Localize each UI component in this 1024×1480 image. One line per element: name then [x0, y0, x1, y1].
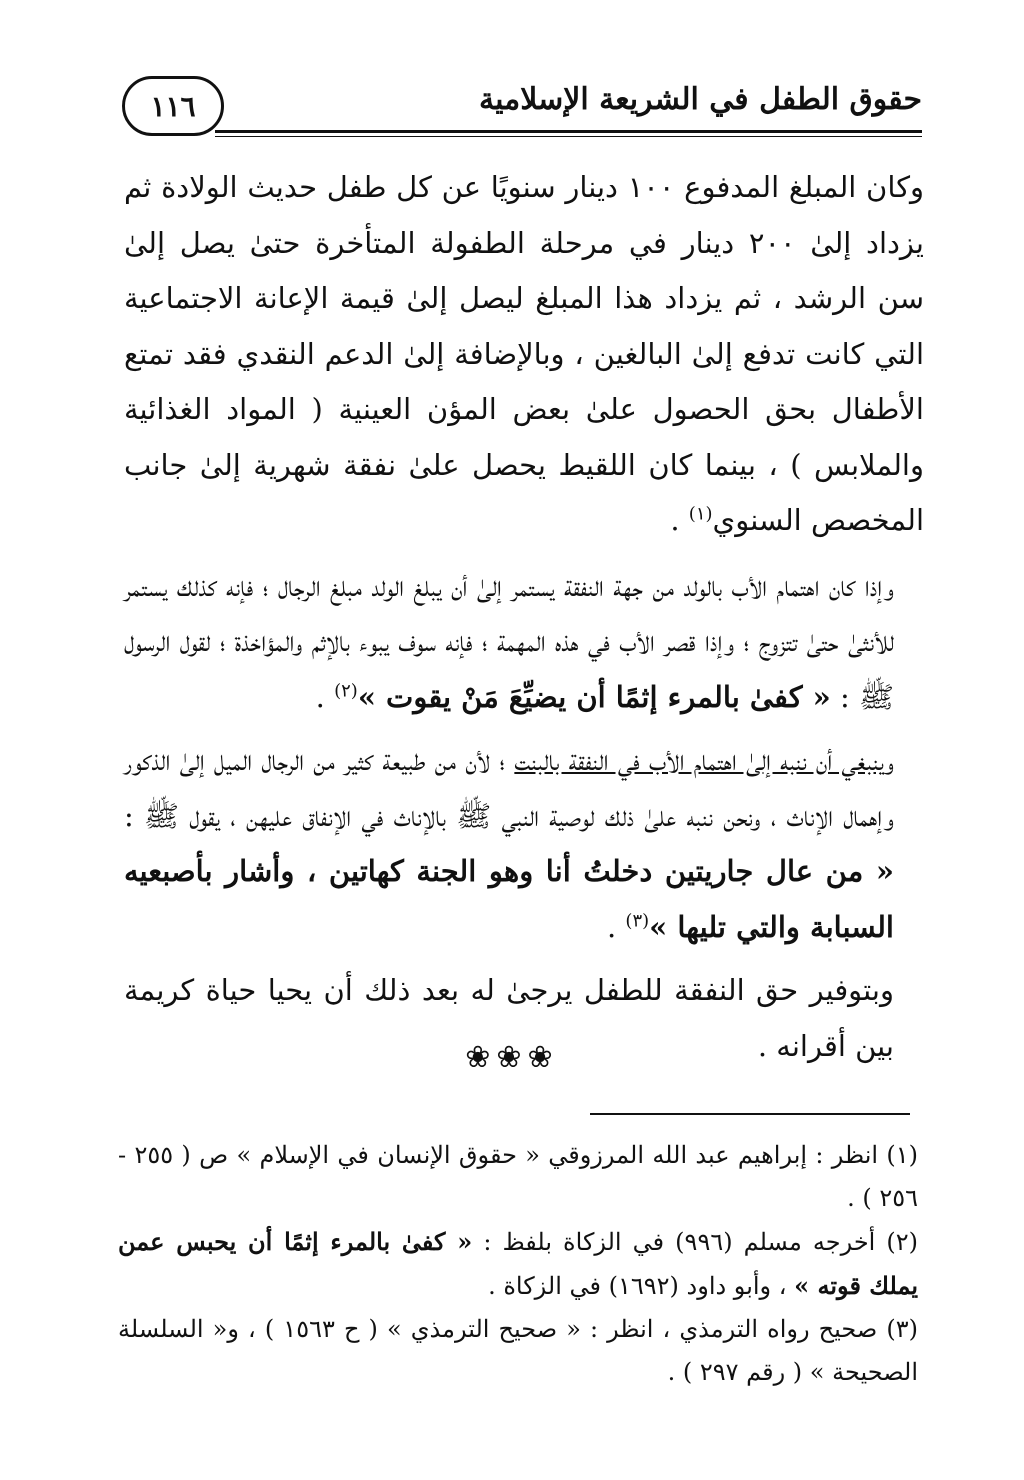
paragraph-2-text: وإذا كان اهتمام الأب بالولد من جهة النفقة يستمر إلىٰ أن يبلغ الولد مبلغ الرجال ؛ فإنه كذلك يستمر للأنثىٰ حتىٰ تتزوج ؛ وإذا قصر الأب في هذه المهمة ؛ فإنه سوف يبوء بالإثم والمؤاخذة ؛ لقول الرسول ﷺ :: [124, 568, 894, 714]
paragraph-1-end: .: [670, 503, 689, 537]
paragraph-3-text: ؛ لأن من طبيعة كثير من الرجال الميل إلىٰ الذكور وإهمال الإناث ، ونحن ننبه علىٰ ذلك لوصية النبي ﷺ بالإناث في الإنفاق عليهن ، يقول ﷺ :: [124, 743, 894, 833]
footnote-rule: [590, 1113, 910, 1115]
paragraph-3-end: .: [606, 909, 626, 944]
paragraph-3: [124, 733, 924, 955]
paragraph-1-text: وكان المبلغ المدفوع ١٠٠ دينار سنويًا عن كل طفل حديث الولادة ثم يزداد إلىٰ ٢٠٠ دينار في مرحلة الطفولة المتأخرة حتىٰ يصل إلىٰ سن الرشد ، ثم يزداد هذا المبلغ ليصل إلىٰ قيمة الإعانة الاجتماعية التي كانت تدفع إلىٰ البالغين ، وبالإضافة إلىٰ الدعم النقدي فقد تمتع الأطفال بحق الحصول علىٰ بعض المؤن العينية ( المواد الغذائية والملابس ) ، بينما كان اللقيط يحصل علىٰ نفقة شهرية إلىٰ جانب المخصص السنوي: [124, 170, 925, 537]
footnote-3: (٣) صحيح رواه الترمذي ، انظر : « صحيح الترمذي » ( ح ١٥٦٣ ) ، و« السلسلة الصحيحة » ( رقم ٢٩٧ ) .: [118, 1315, 918, 1386]
footnote-ref-1: (١): [688, 503, 713, 525]
footnotes: [118, 1134, 918, 1394]
page-number-badge: [122, 76, 224, 136]
footnote-2: [118, 1220, 918, 1308]
hadith-quote-1: « كفىٰ بالمرء إثمًا أن يضيِّعَ مَنْ يقوت »: [357, 679, 831, 714]
page-header: [100, 68, 932, 138]
section-ornament: ❀❀❀: [465, 1040, 559, 1075]
paragraph-2: [124, 559, 924, 726]
header-rule-thin: [215, 136, 922, 137]
paragraph-2-end: .: [315, 679, 335, 714]
footnote-2-end: ، وأبو داود (١٦٩٢) في الزكاة .: [488, 1272, 795, 1300]
paragraph-4: وبتوفير حق النفقة للطفل يرجىٰ له بعد ذلك أن يحيا حياة كريمة بين أقرانه .: [124, 973, 894, 1063]
footnote-2-quote: « كفىٰ بالمرء إثمًا أن يحبس عمن يملك قوته »: [118, 1227, 918, 1300]
underlined-phrase: وينبغي أن ننبه إلىٰ اهتمام الأب في النفقة بالبنت: [514, 743, 894, 777]
main-text: [124, 160, 924, 1074]
page-number: ١١٦: [150, 89, 196, 123]
header-rule: [215, 130, 922, 133]
footnote-2-text: (٢) أخرجه مسلم (٩٩٦) في الزكاة بلفظ :: [472, 1228, 919, 1256]
footnote-ref-2: (٢): [334, 679, 358, 701]
footnote-1: (١) انظر : إبراهيم عبد الله المرزوقي « حقوق الإنسان في الإسلام » ص ( ٢٥٥ - ٢٥٦ ) .: [118, 1141, 918, 1212]
hadith-quote-2: « من عال جاريتين دخلتُ أنا وهو الجنة كهاتين ، وأشار بأصبعيه السبابة والتي تليها »: [124, 854, 894, 944]
footnote-ref-3: (٣): [625, 909, 650, 931]
running-title: حقوق الطفل في الشريعة الإسلامية: [479, 82, 922, 117]
paragraph-1: [124, 160, 924, 549]
